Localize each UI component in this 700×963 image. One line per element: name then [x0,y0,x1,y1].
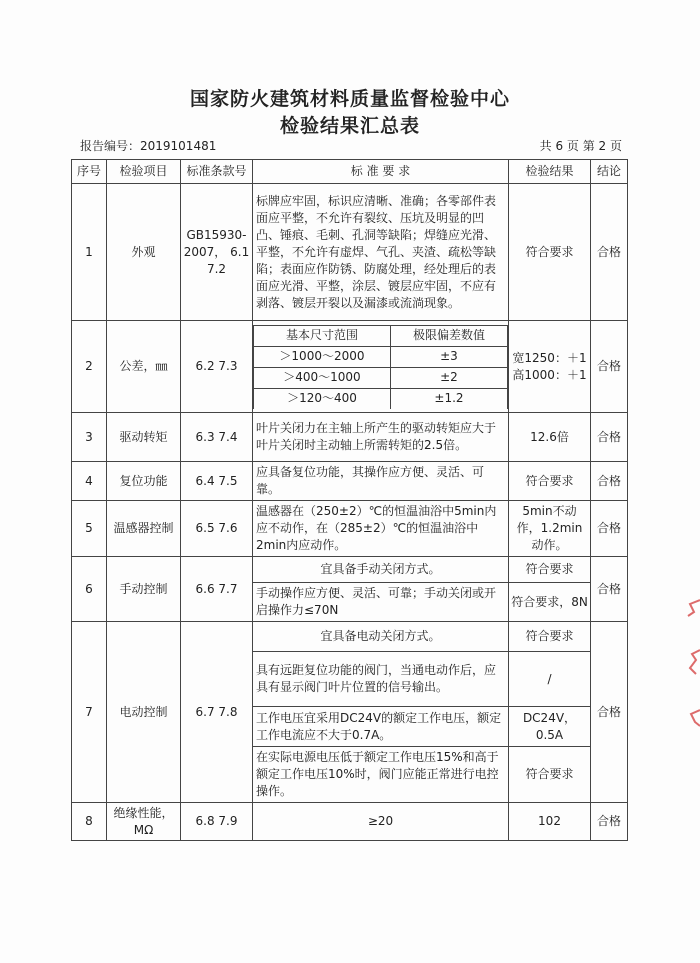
row-result: 符合要求 [509,462,591,501]
seal-stamp-fragment [682,590,700,750]
row-result: 102 [509,803,591,841]
row-clause: GB15930-2007， 6.1 7.2 [181,184,253,321]
tolerance-cell: ±1.2 [390,388,507,409]
row-verdict: 合格 [591,557,628,622]
row-clause: 6.6 7.7 [181,557,253,622]
row-verdict: 合格 [591,622,628,803]
table-row [72,413,628,462]
row-clause: 6.7 7.8 [181,622,253,803]
table-row [72,321,628,413]
row-clause: 6.3 7.4 [181,413,253,462]
row-requirement: 标牌应牢固，标识应清晰、准确；各零部件表面应平整，不允许有裂纹、压坑及明显的凹凸、锤痕、毛刺、孔洞等缺陷；焊缝应光滑、平整，不允许有虚焊、气孔、夹渣、疏松等缺陷；表面应作防锈、防腐处理，经处理后的表面应光滑、平整，涂层、镀层应牢固，不应有剥落、镀层开裂以及漏漆或流淌现象。 [253,184,509,321]
row-result: 符合要求 [509,184,591,321]
row-verdict: 合格 [591,321,628,413]
row-item: 驱动转矩 [107,413,181,462]
row-item: 复位功能 [107,462,181,501]
table-row [72,184,628,321]
row-requirement: 工作电压宜采用DC24V的额定工作电压，额定工作电流应不大于0.7A。 [253,707,509,747]
row-result: / [509,652,591,707]
tolerance-subtable-cell [253,321,509,413]
row-result: 12.6倍 [509,413,591,462]
table-row [72,462,628,501]
row-result: 宽1250：＋1 高1000：＋1 [509,321,591,413]
row-no: 3 [72,413,107,462]
table-row [72,803,628,841]
table-row [72,622,628,652]
row-verdict: 合格 [591,413,628,462]
range-cell: ＞400～1000 [254,367,391,388]
row-requirement: 宜具备电动关闭方式。 [253,622,509,652]
row-result: DC24V，0.5A [509,707,591,747]
row-no: 5 [72,501,107,557]
row-result: 符合要求，8N [509,583,591,622]
table-row [72,501,628,557]
row-clause: 6.8 7.9 [181,803,253,841]
row-requirement: 温感器在（250±2）℃的恒温油浴中5min内应不动作，在（285±2）℃的恒温油浴中2min内应动作。 [253,501,509,557]
row-requirement: 叶片关闭力在主轴上所产生的驱动转矩应大于叶片关闭时主动轴上所需转矩的2.5倍。 [253,413,509,462]
sub-header-range: 基本尺寸范围 [254,325,391,346]
sub-header-tolerance: 极限偏差数值 [390,325,507,346]
col-header-requirement: 标 准 要 求 [253,160,509,184]
row-verdict: 合格 [591,184,628,321]
results-table [71,159,628,841]
row-item: 电动控制 [107,622,181,803]
row-no: 2 [72,321,107,413]
header-row [72,160,628,184]
page-info: 共 6 页 第 2 页 [539,139,622,153]
row-item: 温感器控制 [107,501,181,557]
row-requirement: 应具备复位功能，其操作应方便、灵活、可靠。 [253,462,509,501]
row-item: 公差，㎜ [107,321,181,413]
col-header-item: 检验项目 [107,160,181,184]
row-verdict: 合格 [591,501,628,557]
row-clause: 6.2 7.3 [181,321,253,413]
document-subtitle: 检验结果汇总表 [279,115,420,137]
row-no: 8 [72,803,107,841]
row-requirement: 在实际电源电压低于额定工作电压15%和高于额定工作电压10%时，阀门应能正常进行电控操作。 [253,747,509,803]
row-no: 4 [72,462,107,501]
row-clause: 6.5 7.6 [181,501,253,557]
row-result: 符合要求 [509,747,591,803]
row-no: 7 [72,622,107,803]
row-requirement: 具有远距复位功能的阀门，当通电动作后，应具有显示阀门叶片位置的信号输出。 [253,652,509,707]
row-result: 符合要求 [509,622,591,652]
row-verdict: 合格 [591,803,628,841]
row-no: 6 [72,557,107,622]
row-result: 5min不动作，1.2min动作。 [509,501,591,557]
row-requirement: ≥20 [253,803,509,841]
col-header-result: 检验结果 [509,160,591,184]
col-header-clause: 标准条款号 [181,160,253,184]
report-number: 报告编号：2019101481 [80,139,217,153]
row-requirement: 宜具备手动关闭方式。 [253,557,509,583]
row-clause: 6.4 7.5 [181,462,253,501]
tolerance-cell: ±3 [390,346,507,367]
row-item: 手动控制 [107,557,181,622]
tolerance-cell: ±2 [390,367,507,388]
table-row [72,557,628,583]
tolerance-subtable [253,325,508,409]
row-item: 绝缘性能，MΩ [107,803,181,841]
row-result: 符合要求 [509,557,591,583]
col-header-no: 序号 [72,160,107,184]
col-header-verdict: 结论 [591,160,628,184]
range-cell: ＞120～400 [254,388,391,409]
document-title: 国家防火建筑材料质量监督检验中心 [189,88,510,110]
row-requirement: 手动操作应方便、灵活、可靠；手动关闭或开启操作力≤70N [253,583,509,622]
row-no: 1 [72,184,107,321]
row-item: 外观 [107,184,181,321]
row-verdict: 合格 [591,462,628,501]
range-cell: ＞1000～2000 [254,346,391,367]
